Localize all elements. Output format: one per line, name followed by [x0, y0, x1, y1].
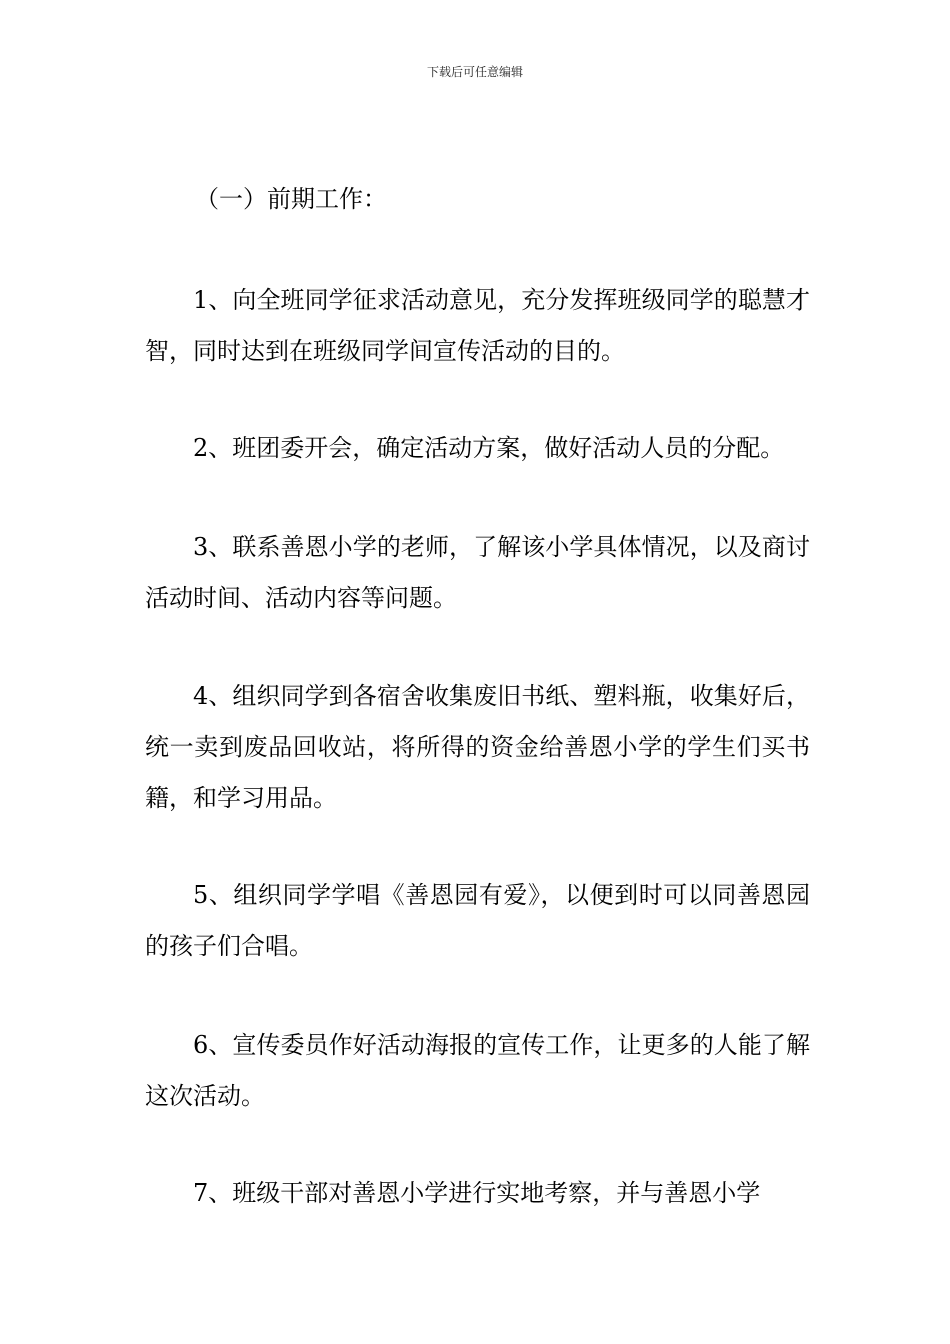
- paragraph-item-5: 5、组织同学学唱《善恩园有爱》，以便到时可以同善恩园的孩子们合唱。: [145, 881, 810, 960]
- section-title: （一）前期工作：: [195, 185, 387, 213]
- paragraph-item-3: 3、联系善恩小学的老师，了解该小学具体情况，以及商讨活动时间、活动内容等问题。: [145, 533, 810, 612]
- paragraph-item-4: 4、组织同学到各宿舍收集废旧书纸、塑料瓶，收集好后，统一卖到废品回收站，将所得的资金给善恩小学的学生们买书籍，和学习用品。: [145, 682, 810, 812]
- paragraph-item-6: 6、宣传委员作好活动海报的宣传工作，让更多的人能了解这次活动。: [145, 1031, 810, 1110]
- page-header-note: 下载后可任意编辑: [426, 65, 523, 79]
- paragraph-item-2: 2、班团委开会，确定活动方案，做好活动人员的分配。: [193, 434, 785, 462]
- paragraph-item-7: 7、班级干部对善恩小学进行实地考察，并与善恩小学: [193, 1179, 761, 1207]
- paragraph-item-1: 1、向全班同学征求活动意见，充分发挥班级同学的聪慧才智，同时达到在班级同学间宣传活动的目的。: [145, 286, 810, 365]
